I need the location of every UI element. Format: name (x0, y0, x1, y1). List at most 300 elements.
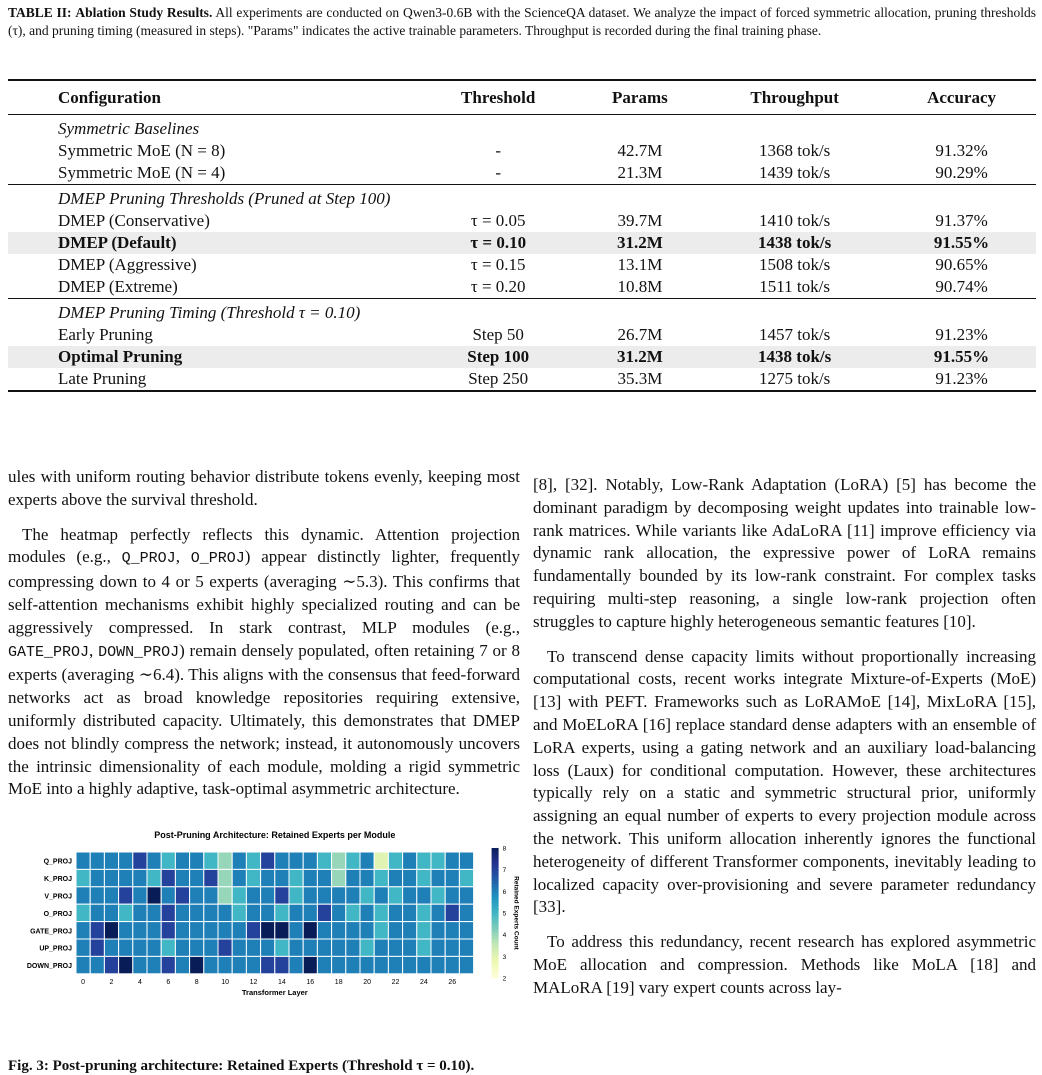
row-label: V_PROJ (44, 893, 72, 901)
heatmap-cell (104, 869, 118, 886)
colorbar-tick-label: 3 (502, 953, 507, 961)
heatmap-cell (317, 956, 331, 973)
cell-config: Late Pruning (8, 368, 419, 391)
heatmap-cell (190, 922, 204, 939)
heatmap-cell (261, 939, 275, 956)
heatmap-cell (303, 904, 317, 921)
heatmap-cell (417, 852, 431, 869)
heatmap-cell (459, 869, 473, 886)
heatmap-cell (232, 887, 246, 904)
cell-threshold: - (495, 163, 502, 182)
heatmap-cell (218, 922, 232, 939)
row-label: K_PROJ (43, 876, 72, 884)
x-tick-label: 16 (306, 978, 315, 986)
heatmap-cell (246, 852, 260, 869)
heatmap-cell (374, 904, 388, 921)
heatmap-cell (232, 922, 246, 939)
heatmap-cell (459, 956, 473, 973)
heatmap-cell (445, 852, 459, 869)
heatmap-cell (289, 852, 303, 869)
cell-throughput: 1438 tok/s (702, 346, 887, 368)
heatmap-cell (218, 904, 232, 921)
heatmap-cell (90, 956, 104, 973)
heatmap-cell (232, 869, 246, 886)
colorbar-segment (492, 903, 499, 907)
heatmap-cell (346, 852, 360, 869)
colorbar-segment (492, 858, 499, 862)
heatmap-cell (374, 956, 388, 973)
heatmap-cell (119, 869, 133, 886)
heatmap-cell (403, 852, 417, 869)
colorbar-segment (492, 916, 499, 920)
header-threshold: Threshold (419, 80, 578, 115)
row-label: GATE_PROJ (30, 928, 72, 936)
cell-throughput: 1438 tok/s (702, 232, 887, 254)
heatmap-cell (104, 922, 118, 939)
section-title-row (8, 299, 1036, 325)
heatmap-cell (360, 904, 374, 921)
heatmap-cell (332, 904, 346, 921)
section-title: DMEP Pruning Timing (Threshold τ = 0.10) (8, 299, 1036, 325)
x-tick-label: 8 (194, 978, 199, 986)
heatmap-cell (133, 887, 147, 904)
heatmap-cell (417, 904, 431, 921)
heatmap-cell (204, 922, 218, 939)
heatmap-cell (161, 922, 175, 939)
cell-threshold: τ = 0.05 (470, 211, 526, 230)
x-tick-label: 4 (137, 978, 142, 986)
heatmap-cell (303, 922, 317, 939)
heatmap-cell (119, 887, 133, 904)
heatmap-cell (417, 887, 431, 904)
colorbar-segment (492, 884, 499, 888)
heatmap-cell (90, 869, 104, 886)
code-o-proj: O_PROJ (190, 550, 245, 568)
heatmap-cell (90, 939, 104, 956)
heatmap-cell (332, 956, 346, 973)
colorbar-segment (492, 923, 499, 927)
heatmap-cell (275, 956, 289, 973)
heatmap-cell (417, 922, 431, 939)
heatmap-cell (403, 869, 417, 886)
heatmap-cell (360, 956, 374, 973)
table-row (8, 254, 1036, 276)
colorbar-tick-label: 7 (502, 867, 507, 875)
cell-throughput: 1511 tok/s (759, 277, 830, 296)
cell-params: 31.2M (578, 346, 703, 368)
heatmap-cell (303, 956, 317, 973)
table-row (8, 210, 1036, 232)
heatmap-cell (261, 922, 275, 939)
ablation-table (8, 79, 1036, 392)
heatmap-cell (360, 869, 374, 886)
heatmap-cell (275, 887, 289, 904)
text-span: The heatmap perfectly reflects this dynamic. Attention projection modules (e.g., (8, 524, 520, 567)
colorbar-segment (492, 900, 499, 904)
heatmap-cell (175, 956, 189, 973)
heatmap-cell (360, 852, 374, 869)
heatmap-cell (459, 852, 473, 869)
colorbar-segment (492, 968, 499, 972)
cell-accuracy: 91.37% (935, 211, 988, 230)
colorbar-segment (492, 910, 499, 914)
heatmap-cell (403, 904, 417, 921)
heatmap-cell (445, 869, 459, 886)
heatmap-cell (388, 887, 402, 904)
heatmap-cell (317, 869, 331, 886)
right-paragraph-3: To address this redundancy, recent research has explored asymmetric MoE allocation and compression. Methods like MoLA [18] and MALoRA [19] vary expert counts across lay- (533, 932, 1036, 997)
colorbar-tick-label: 8 (502, 845, 507, 853)
cell-accuracy: 91.55% (887, 346, 1036, 368)
heatmap-cell (303, 852, 317, 869)
x-tick-label: 24 (420, 978, 428, 986)
caption-title: Ablation Study Results. (75, 5, 213, 20)
heatmap-cell (90, 887, 104, 904)
heatmap-cell (204, 956, 218, 973)
colorbar-segment (492, 942, 499, 946)
cell-throughput: 1368 tok/s (758, 141, 831, 160)
heatmap-cell (76, 852, 90, 869)
cell-params: 42.7M (617, 141, 663, 160)
table-header-row (8, 80, 1036, 115)
colorbar-segment (492, 952, 499, 956)
heatmap-cell (218, 887, 232, 904)
heatmap-cell (190, 869, 204, 886)
colorbar-segment (492, 965, 499, 969)
heatmap-cell (90, 852, 104, 869)
heatmap-cell (445, 904, 459, 921)
heatmap-cell (459, 922, 473, 939)
cell-config: DMEP (Default) (8, 232, 419, 254)
heatmap-cell (417, 869, 431, 886)
heatmap-cell (289, 869, 303, 886)
heatmap-cell (275, 939, 289, 956)
heatmap-cell (218, 939, 232, 956)
heatmap-cell (261, 869, 275, 886)
heatmap-cell (218, 852, 232, 869)
heatmap-cell (232, 852, 246, 869)
cell-threshold: Step 50 (472, 325, 524, 344)
heatmap-cell (147, 904, 161, 921)
caption-text: All experiments are conducted on Qwen3-0.6B with the ScienceQA dataset. We analyze the impact of forced symmetric allocation, pruning thresholds (τ), and pruning timing (measured in steps). "Params" indicates the active trainable parameters. Throughput is recorded during the final training phase. (8, 5, 1036, 38)
heatmap-cell (204, 939, 218, 956)
heatmap-cell (90, 922, 104, 939)
heatmap-cell (161, 904, 175, 921)
colorbar-tick-label: 5 (502, 910, 507, 918)
heatmap-cell (374, 869, 388, 886)
x-tick-label: 20 (363, 978, 371, 986)
heatmap-cell (417, 956, 431, 973)
cell-threshold: Step 250 (419, 368, 578, 391)
heatmap-cell (360, 939, 374, 956)
heatmap-cell (388, 852, 402, 869)
colorbar-segment (492, 890, 499, 894)
heatmap-cell (388, 939, 402, 956)
section-title-row (8, 185, 1036, 211)
heatmap-cell (104, 887, 118, 904)
heatmap-cell (374, 922, 388, 939)
heatmap-cell (289, 939, 303, 956)
heatmap-cell (161, 869, 175, 886)
colorbar-segment (492, 871, 499, 875)
heatmap-cell (76, 869, 90, 886)
x-axis-label: Transformer Layer (241, 987, 308, 997)
cell-params: 21.3M (617, 163, 663, 182)
heatmap-cell (246, 887, 260, 904)
heatmap-cell (147, 887, 161, 904)
x-tick-label: 12 (249, 978, 258, 986)
colorbar-segment (492, 933, 499, 937)
cell-threshold: - (495, 141, 502, 160)
heatmap-cell (261, 904, 275, 921)
colorbar-segment (492, 881, 499, 885)
colorbar-segment (492, 877, 499, 881)
heatmap-cell (175, 887, 189, 904)
heatmap-cell (204, 887, 218, 904)
heatmap-cell (431, 939, 445, 956)
cell-accuracy: 91.32% (935, 141, 988, 160)
heatmap-cell (261, 852, 275, 869)
cell-throughput: 1457 tok/s (758, 325, 831, 344)
cell-threshold: τ = 0.10 (419, 232, 578, 254)
heatmap-cell (289, 887, 303, 904)
colorbar-segment (492, 907, 499, 911)
heatmap-cell (190, 956, 204, 973)
heatmap-title: Post-Pruning Architecture: Retained Experts per Module (154, 830, 396, 840)
heatmap-cell (275, 869, 289, 886)
heatmap-cell (275, 904, 289, 921)
left-paragraph-1: ules with uniform routing behavior distribute tokens evenly, keeping most experts above the survival threshold. (8, 467, 520, 509)
code-q-proj: Q_PROJ (121, 550, 176, 568)
cell-params: 13.1M (617, 255, 663, 274)
heatmap-cell (403, 922, 417, 939)
cell-accuracy: 90.65% (935, 255, 988, 274)
colorbar-segment (492, 913, 499, 917)
table-row (8, 276, 1036, 299)
heatmap-cell (133, 922, 147, 939)
heatmap-cell (289, 922, 303, 939)
heatmap-cell (232, 956, 246, 973)
header-throughput: Throughput (702, 80, 887, 115)
heatmap-cell (303, 939, 317, 956)
colorbar-segment (492, 946, 499, 950)
heatmap-cell (459, 887, 473, 904)
heatmap-cell (374, 887, 388, 904)
heatmap-cell (332, 852, 346, 869)
colorbar-segment (492, 926, 499, 930)
cell-config: Optimal Pruning (8, 346, 419, 368)
colorbar-segment (492, 851, 499, 855)
heatmap-cell (133, 904, 147, 921)
heatmap-cell (332, 887, 346, 904)
heatmap-cell (346, 869, 360, 886)
heatmap-cell (147, 869, 161, 886)
heatmap-cell (133, 869, 147, 886)
heatmap-cell (147, 852, 161, 869)
heatmap-cell (459, 939, 473, 956)
x-tick-label: 22 (391, 978, 400, 986)
colorbar-segment (492, 962, 499, 966)
colorbar-segment (492, 955, 499, 959)
right-paragraph-2: To transcend dense capacity limits without proportionally increasing computational costs, recent works integrate Mixture-of-Experts (MoE) [13] with PEFT. Frameworks such as LoRAMoE [14], MixLoRA [15], and MoELoRA [16] replace standard dense adapters with an ensemble of LoRA experts, using a gating network and an auxiliary load-balancing loss (Laux) for conditional computation. However, these architectures typically rely on a static and symmetric structural prior, uniformly assigning an equal number of experts to every projection module across the network. This uniform allocation inherently ignores the functional heterogeneity of different Transformer components, inevitably leading to localized capacity over-provisioning and severe parameter redundancy [33]. (533, 646, 1036, 917)
cell-config: DMEP (Extreme) (58, 277, 178, 296)
heatmap-cell (246, 922, 260, 939)
heatmap-cell (190, 852, 204, 869)
heatmap-cell (147, 922, 161, 939)
heatmap-cell (317, 852, 331, 869)
table-row (8, 346, 1036, 368)
code-gate-proj: GATE_PROJ (8, 643, 90, 661)
x-tick-label: 14 (278, 978, 286, 986)
colorbar-tick-label: 6 (502, 888, 507, 896)
heatmap-cell (190, 887, 204, 904)
heatmap-cell (431, 904, 445, 921)
cell-accuracy: 91.23% (935, 325, 988, 344)
heatmap-cell (317, 939, 331, 956)
heatmap-cell (431, 922, 445, 939)
heatmap-cell (374, 852, 388, 869)
table-row (8, 140, 1036, 162)
heatmap-cell (175, 939, 189, 956)
table-row (8, 162, 1036, 185)
heatmap-cell (303, 887, 317, 904)
section-title: DMEP Pruning Thresholds (Pruned at Step 100) (8, 185, 1036, 211)
heatmap-cell (104, 904, 118, 921)
table-row (8, 232, 1036, 254)
colorbar-segment (492, 868, 499, 872)
heatmap-cell (346, 904, 360, 921)
colorbar-segment (492, 920, 499, 924)
x-tick-label: 0 (81, 978, 86, 986)
cell-config: Symmetric MoE (N = 4) (58, 163, 226, 182)
heatmap-cell (190, 939, 204, 956)
heatmap-cell (104, 852, 118, 869)
table-row (8, 324, 1036, 346)
colorbar-segment (492, 897, 499, 901)
cell-params: 31.2M (578, 232, 703, 254)
cell-accuracy: 91.55% (887, 232, 1036, 254)
heatmap-cell (175, 852, 189, 869)
heatmap-svg (8, 824, 520, 1056)
colorbar-segment (492, 855, 499, 859)
heatmap-cell (317, 887, 331, 904)
heatmap-cell (76, 922, 90, 939)
colorbar-segment (492, 848, 499, 852)
heatmap-cell (133, 852, 147, 869)
heatmap-cell (246, 956, 260, 973)
heatmap-cell (76, 956, 90, 973)
colorbar-tick-label: 4 (502, 932, 507, 940)
heatmap-cell (275, 922, 289, 939)
heatmap-cell (431, 887, 445, 904)
heatmap-cell (275, 852, 289, 869)
heatmap-cell (261, 956, 275, 973)
row-label: DOWN_PROJ (26, 963, 72, 971)
x-tick-label: 10 (221, 978, 229, 986)
colorbar-segment (492, 861, 499, 865)
heatmap-cell (204, 904, 218, 921)
heatmap-cell (445, 922, 459, 939)
colorbar-segment (492, 929, 499, 933)
heatmap-cell (147, 939, 161, 956)
right-paragraph-1: [8], [32]. Notably, Low-Rank Adaptation (LoRA) [5] has become the dominant paradigm by decomposing weight updates into trainable low-rank matrices. While variants like AdaLoRA [11] improve efficiency via dynamic rank allocation, the expressive power of LoRA remains fundamentally bounded by its low-rank constraint. For complex tasks requiring multi-step reasoning, a single low-rank projection often struggles to capture highly heterogeneous semantic features [10]. (533, 475, 1036, 631)
heatmap-cell (104, 939, 118, 956)
heatmap-cell (204, 869, 218, 886)
heatmap-cell (459, 904, 473, 921)
heatmap-cell (175, 922, 189, 939)
colorbar-segment (492, 959, 499, 963)
colorbar-segment (492, 874, 499, 878)
cell-accuracy: 90.29% (935, 163, 988, 182)
header-configuration: Configuration (8, 80, 419, 115)
heatmap-cell (388, 922, 402, 939)
heatmap-cell (346, 956, 360, 973)
heatmap-cell (218, 869, 232, 886)
heatmap-cell (445, 939, 459, 956)
table-row (8, 368, 1036, 391)
x-tick-label: 26 (448, 978, 457, 986)
heatmap-cell (76, 904, 90, 921)
heatmap-cell (104, 956, 118, 973)
heatmap-cell (119, 956, 133, 973)
heatmap-cell (317, 922, 331, 939)
heatmap-cell (246, 904, 260, 921)
heatmap-cell (417, 939, 431, 956)
heatmap-cell (232, 939, 246, 956)
figure-caption: Fig. 3: Post-pruning architecture: Retained Experts (Threshold τ = 0.10). (8, 1058, 475, 1074)
cell-accuracy: 91.23% (887, 368, 1036, 391)
cell-config: Early Pruning (58, 325, 153, 344)
colorbar-label: Retained Experts Count (512, 876, 520, 950)
heatmap-cell (346, 939, 360, 956)
heatmap-cell (161, 852, 175, 869)
heatmap-cell (289, 904, 303, 921)
caption-label: TABLE II: (8, 5, 72, 20)
heatmap-cell (232, 904, 246, 921)
cell-accuracy: 90.74% (935, 277, 988, 296)
heatmap-cell (403, 956, 417, 973)
colorbar-segment (492, 975, 499, 979)
heatmap-cell (374, 939, 388, 956)
heatmap-cell (261, 887, 275, 904)
cell-params: 10.8M (617, 277, 663, 296)
colorbar-segment (492, 972, 499, 976)
heatmap-cell (218, 956, 232, 973)
colorbar-tick-label: 2 (502, 975, 507, 983)
section-title: Symmetric Baselines (58, 119, 200, 138)
heatmap-cell (388, 869, 402, 886)
heatmap-cell (175, 869, 189, 886)
heatmap-cell (445, 887, 459, 904)
heatmap-cell (431, 869, 445, 886)
heatmap-cell (161, 887, 175, 904)
x-tick-label: 6 (166, 978, 171, 986)
heatmap-cell (289, 956, 303, 973)
heatmap-cell (431, 956, 445, 973)
row-label: O_PROJ (43, 910, 72, 918)
cell-throughput: 1508 tok/s (758, 255, 831, 274)
cell-throughput: 1275 tok/s (702, 368, 887, 391)
right-column (533, 474, 1036, 1012)
colorbar-segment (492, 936, 499, 940)
heatmap-cell (133, 956, 147, 973)
heatmap-cell (119, 852, 133, 869)
colorbar-segment (492, 939, 499, 943)
heatmap-cell (246, 939, 260, 956)
code-down-proj: DOWN_PROJ (98, 643, 180, 661)
cell-config: Symmetric MoE (N = 8) (58, 141, 226, 160)
heatmap-cell (388, 904, 402, 921)
